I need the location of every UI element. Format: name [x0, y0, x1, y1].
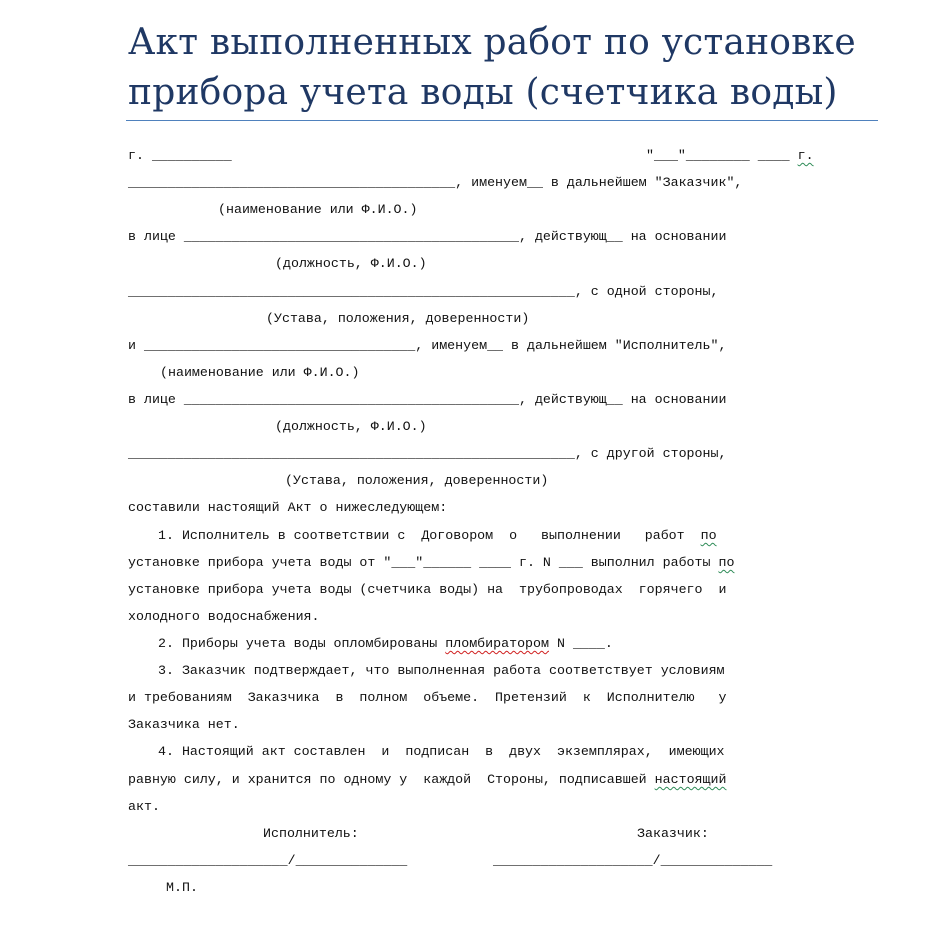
date-year-suffix: г. — [797, 148, 814, 163]
document-title — [128, 18, 888, 118]
customer-signature-line: ____________________/______________ — [493, 853, 773, 868]
intro-text: составили настоящий Акт о нижеследующем: — [128, 500, 448, 515]
contractor-rep-caption: (должность, Ф.И.О.) — [275, 419, 427, 434]
customer-caption: (наименование или Ф.И.О.) — [218, 202, 418, 217]
customer-basis-line: ________________________________________________________, с одной стороны, — [128, 284, 719, 299]
item-1-line-2-text: установке прибора учета воды от "___"______ ____ г. N ___ выполнил работы — [128, 555, 719, 570]
contractor-basis-line: ________________________________________________________, с другой стороны, — [128, 446, 727, 461]
city-field: г. __________ — [128, 148, 232, 163]
contractor-rep-line: в лице __________________________________________, действующ__ на основании — [128, 392, 727, 407]
item-1-line-2 — [128, 555, 734, 571]
item-4-line-3: акт. — [128, 799, 160, 814]
title-underline — [126, 120, 878, 121]
item-4-line-2-text: равную силу, и хранится по одному у каждой Стороны, подписавшей — [128, 772, 655, 787]
item-1-line-2-flag: по — [718, 555, 735, 570]
date-field — [646, 148, 814, 164]
item-1-line-3: установке прибора учета воды (счетчика воды) на трубопроводах горячего и — [128, 582, 727, 597]
item-1-line-1-text: 1. Исполнитель в соответствии с Договором о выполнении работ — [158, 528, 701, 543]
stamp-placeholder: М.П. — [166, 880, 198, 895]
item-2-flagged-word: пломбиратором — [445, 636, 549, 651]
customer-basis-caption: (Устава, положения, доверенности) — [266, 311, 530, 326]
item-2-tail: N ____. — [549, 636, 613, 651]
contractor-signature-label: Исполнитель: — [263, 826, 359, 841]
item-3-line-3: Заказчика нет. — [128, 717, 240, 732]
customer-line: _________________________________________, именуем__ в дальнейшем "Заказчик", — [128, 175, 743, 190]
item-1-line-1 — [158, 528, 717, 544]
item-3-line-1: 3. Заказчик подтверждает, что выполненная работа соответствует условиям — [158, 663, 725, 678]
customer-rep-line: в лице __________________________________________, действующ__ на основании — [128, 229, 727, 244]
title-line-1: Акт выполненных работ по установке — [128, 22, 856, 63]
customer-rep-caption: (должность, Ф.И.О.) — [275, 256, 427, 271]
item-2-line — [158, 636, 613, 652]
customer-signature-label: Заказчик: — [637, 826, 709, 841]
item-3-line-2: и требованиям Заказчика в полном объеме. Претензий к Исполнителю у — [128, 690, 727, 705]
item-4-line-2-flag: настоящий — [654, 772, 727, 787]
item-2-text: 2. Приборы учета воды опломбированы — [158, 636, 446, 651]
contractor-basis-caption: (Устава, положения, доверенности) — [285, 473, 549, 488]
item-1-line-1-flag: по — [700, 528, 717, 543]
contractor-line: и __________________________________, именуем__ в дальнейшем "Исполнитель", — [128, 338, 727, 353]
item-4-line-1: 4. Настоящий акт составлен и подписан в двух экземплярах, имеющих — [158, 744, 725, 759]
date-blanks: "___"________ ____ — [646, 148, 798, 163]
item-1-line-4: холодного водоснабжения. — [128, 609, 320, 624]
contractor-caption: (наименование или Ф.И.О.) — [160, 365, 360, 380]
item-4-line-2 — [128, 772, 726, 788]
title-line-2: прибора учета воды (счетчика воды) — [128, 72, 838, 113]
contractor-signature-line: ____________________/______________ — [128, 853, 408, 868]
